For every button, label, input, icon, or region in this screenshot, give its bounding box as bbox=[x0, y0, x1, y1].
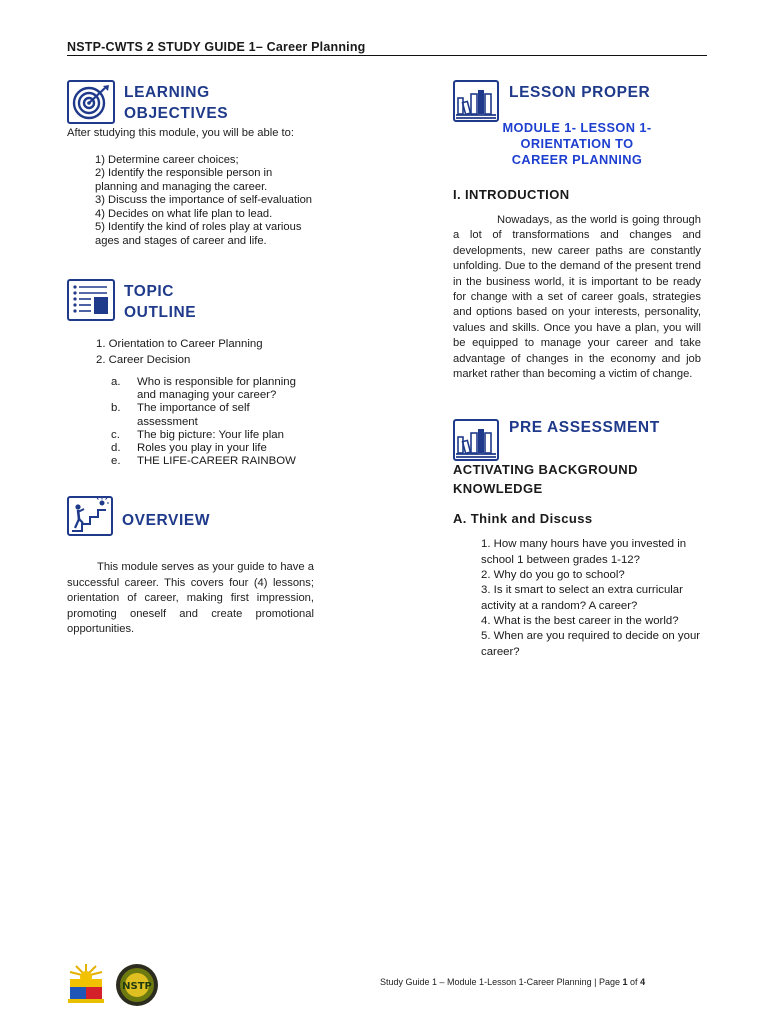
objective-item: 3) Discuss the importance of self-evaluation bbox=[95, 194, 313, 206]
topic-outline-title-line2: OUTLINE bbox=[124, 304, 197, 321]
outline-subitem: c. The big picture: Your life plan bbox=[111, 428, 284, 441]
footer-page-total: 4 bbox=[640, 977, 646, 987]
topic-outline-title-line1: TOPIC bbox=[124, 283, 175, 300]
objective-item: 4) Decides on what life plan to lead. bbox=[95, 207, 273, 220]
target-icon bbox=[67, 80, 115, 124]
question-list bbox=[481, 537, 703, 659]
learning-objectives-heading bbox=[67, 80, 315, 124]
learning-objectives-section bbox=[67, 80, 315, 248]
page-header bbox=[67, 38, 707, 56]
outline-subitem: d. Roles you play in your life bbox=[111, 442, 267, 455]
objective-item: 2) Identify the responsible person in planning and managing the career. bbox=[95, 167, 273, 193]
topic-outline-heading bbox=[67, 279, 315, 323]
nstp-logo-text: NSTP bbox=[122, 981, 152, 992]
books-icon bbox=[453, 80, 499, 122]
books-icon bbox=[453, 419, 499, 461]
right-column bbox=[453, 80, 701, 660]
stairs-icon bbox=[67, 496, 113, 536]
outline-sublist bbox=[111, 376, 301, 468]
think-discuss-heading: A. Think and Discuss bbox=[453, 511, 593, 527]
page-footer bbox=[380, 977, 645, 987]
outline-subitem: e. THE LIFE-CAREER RAINBOW bbox=[111, 455, 296, 468]
list-icon bbox=[67, 279, 115, 321]
footer-of: of bbox=[630, 977, 638, 987]
overview-section bbox=[67, 496, 315, 637]
topic-outline-section bbox=[67, 279, 315, 468]
overview-text: This module serves as your guide to have a successful career. This covers four (4) lessons; orientation of career, making first impression, promoting oneself and create promotional opportunities. bbox=[67, 561, 314, 636]
objectives-list bbox=[95, 154, 315, 249]
lesson-proper-title: LESSON PROPER bbox=[509, 84, 651, 101]
learning-objectives-title-line1: LEARNING bbox=[124, 84, 210, 101]
lesson-proper-section bbox=[453, 80, 701, 382]
nstp-logo bbox=[115, 963, 159, 1007]
question-item: 2. Why do you go to school? bbox=[481, 569, 625, 582]
question-item: 3. Is it smart to select an extra curricular activity at a random? A career? bbox=[481, 584, 683, 612]
introduction-heading: I. INTRODUCTION bbox=[453, 187, 570, 202]
overview-heading bbox=[67, 496, 315, 536]
outline-subitem: a. Who is responsible for planning and managing your career? bbox=[111, 376, 296, 402]
activating-heading: ACTIVATING BACKGROUND KNOWLEDGE bbox=[453, 462, 638, 497]
question-item: 4. What is the best career in the world? bbox=[481, 614, 679, 627]
module-title: MODULE 1- LESSON 1- ORIENTATION TO CAREER PLANNING bbox=[502, 120, 652, 167]
outline-item: 1. Orientation to Career Planning bbox=[96, 338, 263, 350]
philippine-seal-logo bbox=[64, 962, 108, 1006]
lesson-proper-heading bbox=[453, 80, 701, 122]
overview-title: OVERVIEW bbox=[122, 512, 211, 530]
footer-text: Study Guide 1 – Module 1-Lesson 1-Career Planning | Page bbox=[380, 977, 620, 987]
outline-list bbox=[96, 337, 315, 368]
objective-item: 1) Determine career choices; bbox=[95, 153, 239, 166]
learning-objectives-title-line2: OBJECTIVES bbox=[124, 105, 229, 122]
outline-subitem: b. The importance of self assessment bbox=[111, 402, 250, 428]
header-title: NSTP-CWTS 2 STUDY GUIDE 1– Career Planning bbox=[67, 40, 366, 54]
objectives-intro: After studying this module, you will be able to: bbox=[67, 127, 294, 139]
pre-assessment-title: PRE ASSESSMENT bbox=[509, 419, 660, 437]
pre-assessment-heading bbox=[453, 419, 701, 461]
footer-page-number: 1 bbox=[622, 977, 628, 987]
introduction-text: Nowadays, as the world is going through a lot of transformations and changes and developments, new career paths are constantly unfolding. Due to the demand of the present trend in the business world, it is important to be ready for change with a set of career goals, strategies and options based on your interests, personality, values and skills. Once you have a plan, you will be equipped to manage your career and take advantage of changes in the economy and job market rather than becoming a victim of change. bbox=[453, 214, 701, 381]
outline-item: 2. Career Decision bbox=[96, 353, 191, 366]
pre-assessment-section bbox=[453, 419, 701, 659]
question-item: 1. How many hours have you invested in school 1 between grades 1-12? bbox=[481, 538, 687, 566]
objective-item: 5) Identify the kind of roles play at various ages and stages of career and life. bbox=[95, 221, 302, 247]
question-item: 5. When are you required to decide on your career? bbox=[481, 630, 701, 658]
left-column bbox=[67, 80, 315, 637]
